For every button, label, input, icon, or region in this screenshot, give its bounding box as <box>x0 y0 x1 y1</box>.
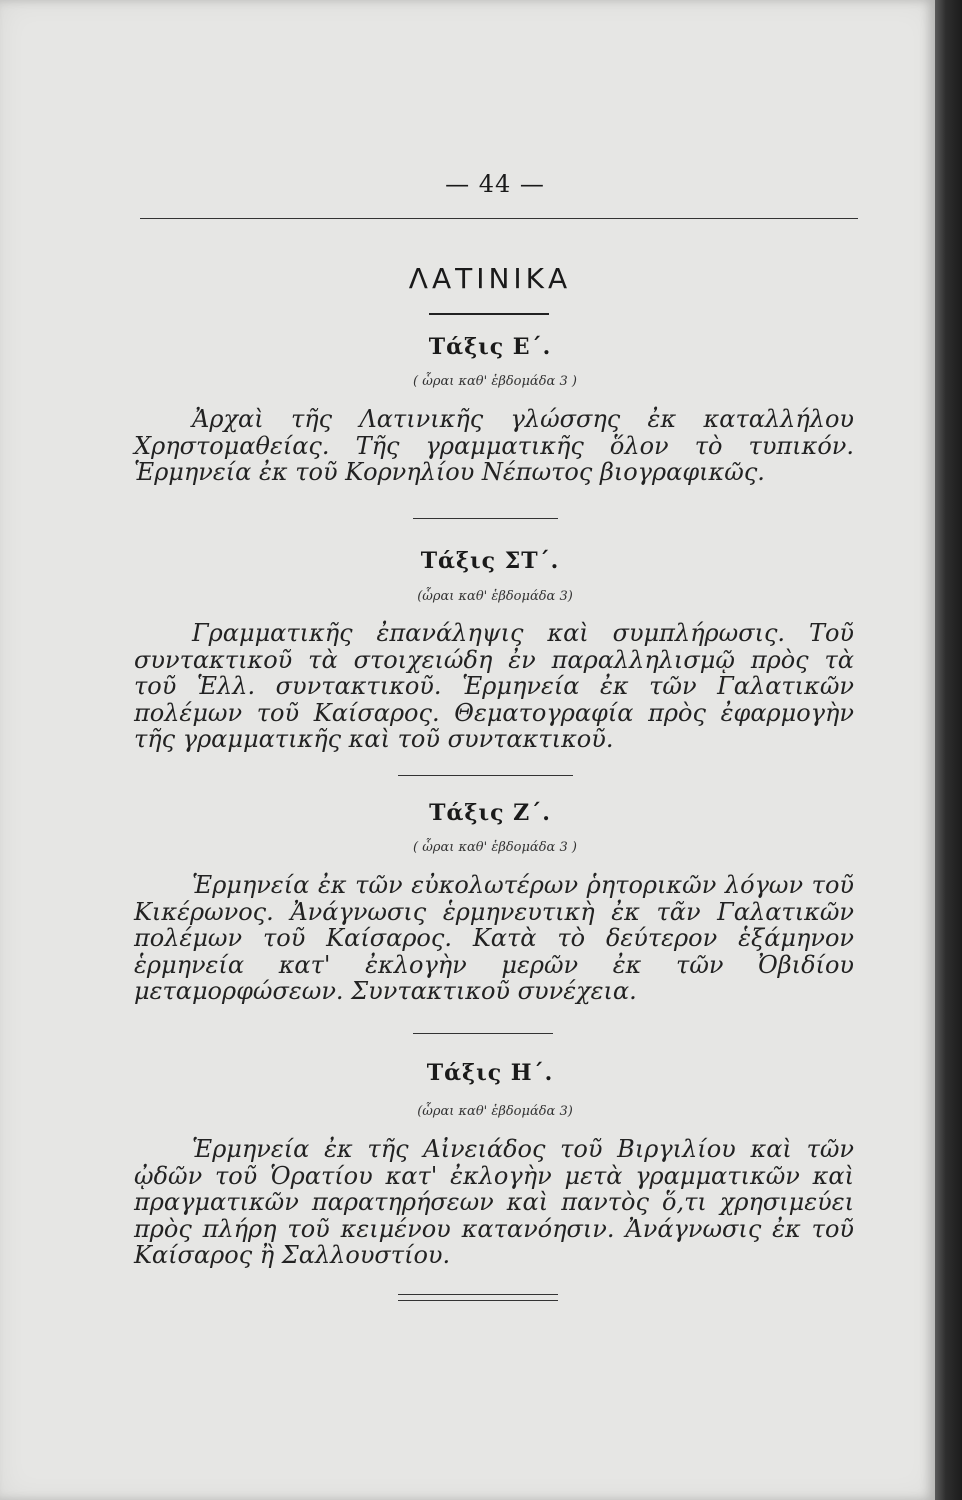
end-double-rule-bottom <box>398 1300 558 1301</box>
page-number: — 44 — <box>445 170 545 198</box>
section-text-h: Ἑρμηνεία ἐκ τῆς Αἰνειάδος τοῦ Βιργιλίου καὶ τῶν ᾠδῶν τοῦ Ὁρατίου κατ' ἐκλογὴν μετὰ γραμματικῶν καὶ πραγματικῶν παρατηρήσεων καὶ παντὸς ὅ,τι χρησιμεύει πρὸς πλήρη τοῦ κειμένου κατανόησιν. Ἀνάγνωσις ἐκ τοῦ Καίσαρος ἢ Σαλλουστίου. <box>134 1135 854 1269</box>
section-hours-h: (ὧραι καθ' ἑβδομάδα 3) <box>417 1104 573 1119</box>
section-hours-z: ( ὧραι καθ' ἑβδομάδα 3 ) <box>413 840 577 855</box>
section-text-e: Ἀρχαὶ τῆς Λατινικῆς γλώσσης ἐκ καταλλήλου Χρηστομαθείας. Τῆς γραμματικῆς ὅλον τὸ τυπικόν. Ἑρμηνεία ἐκ τοῦ Κορνηλίου Νέπωτος βιογραφικῶς. <box>134 405 854 486</box>
page-title: ΛΑΤΙΝΙΚΑ <box>408 262 572 295</box>
section-text-z: Ἑρμηνεία ἐκ τῶν εὐκολωτέρων ῥητορικῶν λόγων τοῦ Κικέρωνος. Ἀνάγνωσις ἑρμηνευτικὴ ἐκ τᾶν Γαλατικῶν πολέμων τοῦ Καίσαρος. Κατὰ τὸ δεύτερον ἑξάμηνον ἑρμηνεία κατ' ἐκλογὴν μερῶν ἐκ τῶν Ὀβιδίου μεταμορφώσεων. Συντακτικοῦ συνέχεια. <box>134 871 854 1005</box>
book-binding-edge <box>935 0 962 1500</box>
section-hours-e: ( ὧραι καθ' ἑβδομάδα 3 ) <box>413 374 577 389</box>
title-underline <box>429 313 549 315</box>
section-heading-z: Τάξις Ζ΄. <box>429 800 551 826</box>
section-divider <box>413 1033 553 1034</box>
section-hours-st: (ὧραι καθ' ἑβδομάδα 3) <box>417 589 573 604</box>
section-text-st: Γραμματικῆς ἐπανάληψις καὶ συμπλήρωσις. Τοῦ συντακτικοῦ τὰ στοιχειώδη ἐν παραλληλισμῷ πρὸς τὰ τοῦ Ἑλλ. συντακτικοῦ. Ἑρμηνεία ἐκ τῶν Γαλατικῶν πολέμων τοῦ Καίσαρος. Θεματογραφία πρὸς ἐφαρμογὴν τῆς γραμματικῆς καὶ τοῦ συντακτικοῦ. <box>134 619 854 753</box>
section-heading-e: Τάξις Ε΄. <box>428 334 552 360</box>
section-divider <box>398 775 573 776</box>
section-heading-h: Τάξις Η΄. <box>426 1060 554 1086</box>
section-divider <box>413 518 558 519</box>
end-double-rule-top <box>398 1294 558 1295</box>
section-heading-st: Τάξις ΣΤ΄. <box>420 548 560 574</box>
header-rule <box>140 218 858 219</box>
